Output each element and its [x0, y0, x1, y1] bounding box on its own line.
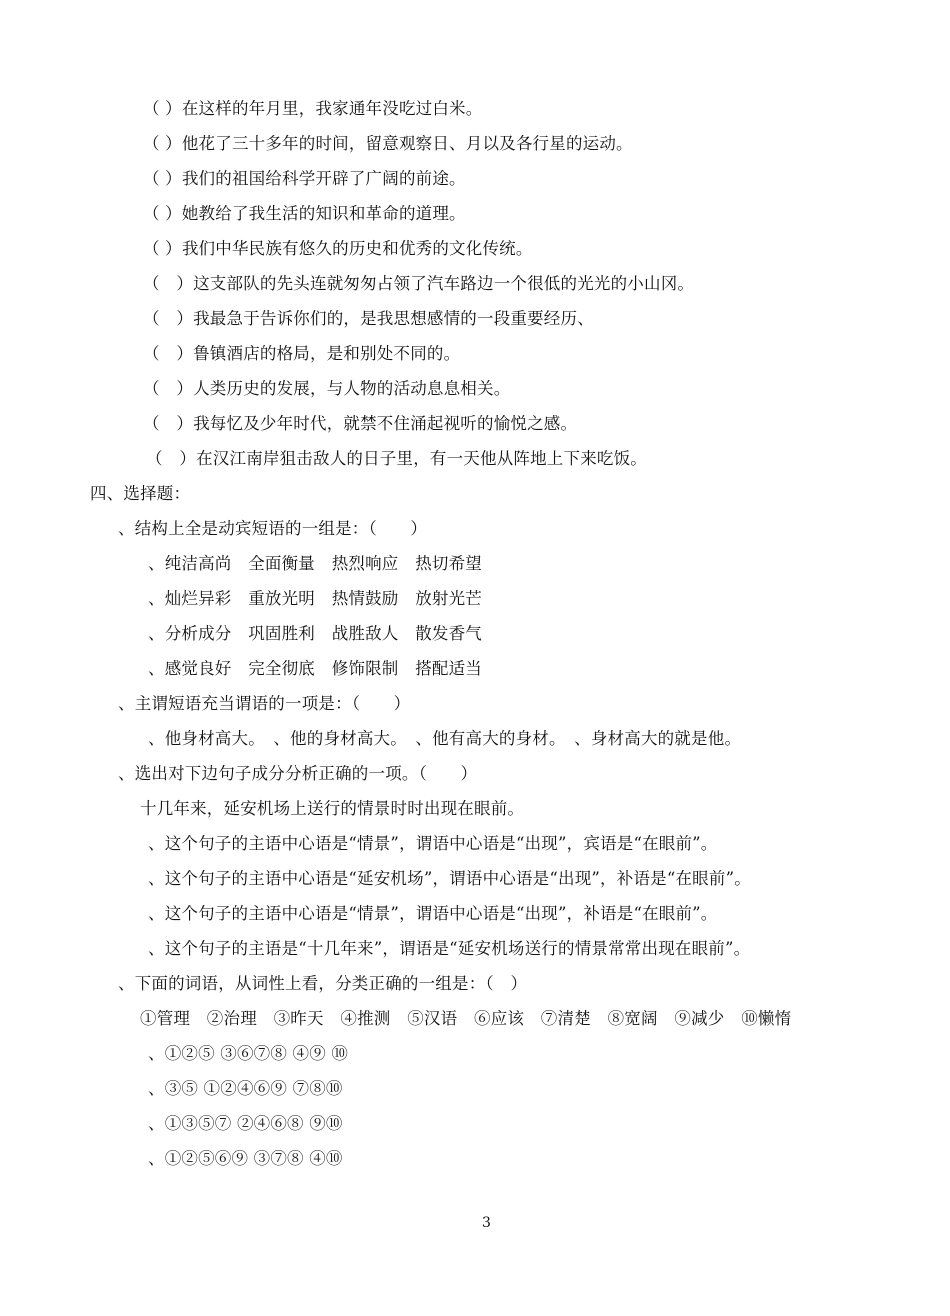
question-3-option-a: 、这个句子的主语中心语是“情景”，谓语中心语是“出现”，宾语是“在眼前”。	[148, 834, 718, 853]
judge-item-4: （ ）她教给了我生活的知识和革命的道理。	[143, 204, 466, 223]
page-number: 3	[482, 1215, 491, 1231]
judge-item-2: （ ）他花了三十多年的时间，留意观察日、月以及各行星的运动。	[143, 134, 633, 153]
judge-item-6: （ ）这支部队的先头连就匆匆占领了汽车路边一个很低的光光的小山冈。	[143, 274, 695, 293]
judge-item-9: （ ）人类历史的发展，与人物的活动息息相关。	[143, 379, 511, 398]
judge-item-5: （ ）我们中华民族有悠久的历史和优秀的文化传统。	[143, 239, 533, 258]
question-1-option-d: 、感觉良好 完全彻底 修饰限制 搭配适当	[148, 659, 482, 678]
judge-item-10: （ ）我每忆及少年时代，就禁不住涌起视听的愉悦之感。	[143, 414, 578, 433]
question-2-stem: 、主谓短语充当谓语的一项是：（ ）	[118, 694, 411, 713]
question-4-option-b: 、③⑤ ①②④⑥⑨ ⑦⑧⑩	[148, 1079, 343, 1098]
question-4-option-c: 、①③⑤⑦ ②④⑥⑧ ⑨⑩	[148, 1114, 343, 1133]
question-3-option-c: 、这个句子的主语中心语是“情景”，谓语中心语是“出现”，补语是“在眼前”。	[148, 904, 718, 923]
judge-item-11: （ ）在汉江南岸狙击敌人的日子里，有一天他从阵地上下来吃饭。	[146, 449, 647, 468]
section-heading: 四、选择题：	[90, 484, 191, 503]
question-4-option-d: 、①②⑤⑥⑨ ③⑦⑧ ④⑩	[148, 1149, 343, 1168]
question-1-stem: 、结构上全是动宾短语的一组是：（ ）	[118, 519, 428, 538]
judge-item-1: （ ）在这样的年月里，我家通年没吃过白米。	[143, 99, 483, 118]
question-3-option-b: 、这个句子的主语中心语是“延安机场”，谓语中心语是“出现”，补语是“在眼前”。	[148, 869, 751, 888]
question-3-option-d: 、这个句子的主语是“十几年来”，谓语是“延安机场送行的情景常常出现在眼前”。	[148, 939, 751, 958]
question-2-options: 、他身材高大。 、他的身材高大。 、他有高大的身材。 、身材高大的就是他。	[148, 729, 742, 748]
question-4-stem: 、下面的词语，从词性上看，分类正确的一组是：（ ）	[118, 974, 528, 993]
judge-item-8: （ ）鲁镇酒店的格局，是和别处不同的。	[143, 344, 461, 363]
question-4-words: ①管理 ②治理 ③昨天 ④推测 ⑤汉语 ⑥应该 ⑦清楚 ⑧宽阔 ⑨减少 ⑩懒惰	[140, 1009, 792, 1028]
question-3-sentence: 十几年来，延安机场上送行的情景时时出现在眼前。	[140, 799, 525, 818]
question-1-option-c: 、分析成分 巩固胜利 战胜敌人 散发香气	[148, 624, 482, 643]
question-3-stem: 、选出对下边句子成分分析正确的一项。（ ）	[118, 764, 478, 783]
question-1-option-b: 、灿烂异彩 重放光明 热情鼓励 放射光芒	[148, 589, 482, 608]
judge-item-3: （ ）我们的祖国给科学开辟了广阔的前途。	[143, 169, 466, 188]
judge-item-7: （ ）我最急于告诉你们的，是我思想感情的一段重要经历、	[143, 309, 594, 328]
question-4-option-a: 、①②⑤ ③⑥⑦⑧ ④⑨ ⑩	[148, 1044, 349, 1063]
question-1-option-a: 、纯洁高尚 全面衡量 热烈响应 热切希望	[148, 554, 482, 573]
